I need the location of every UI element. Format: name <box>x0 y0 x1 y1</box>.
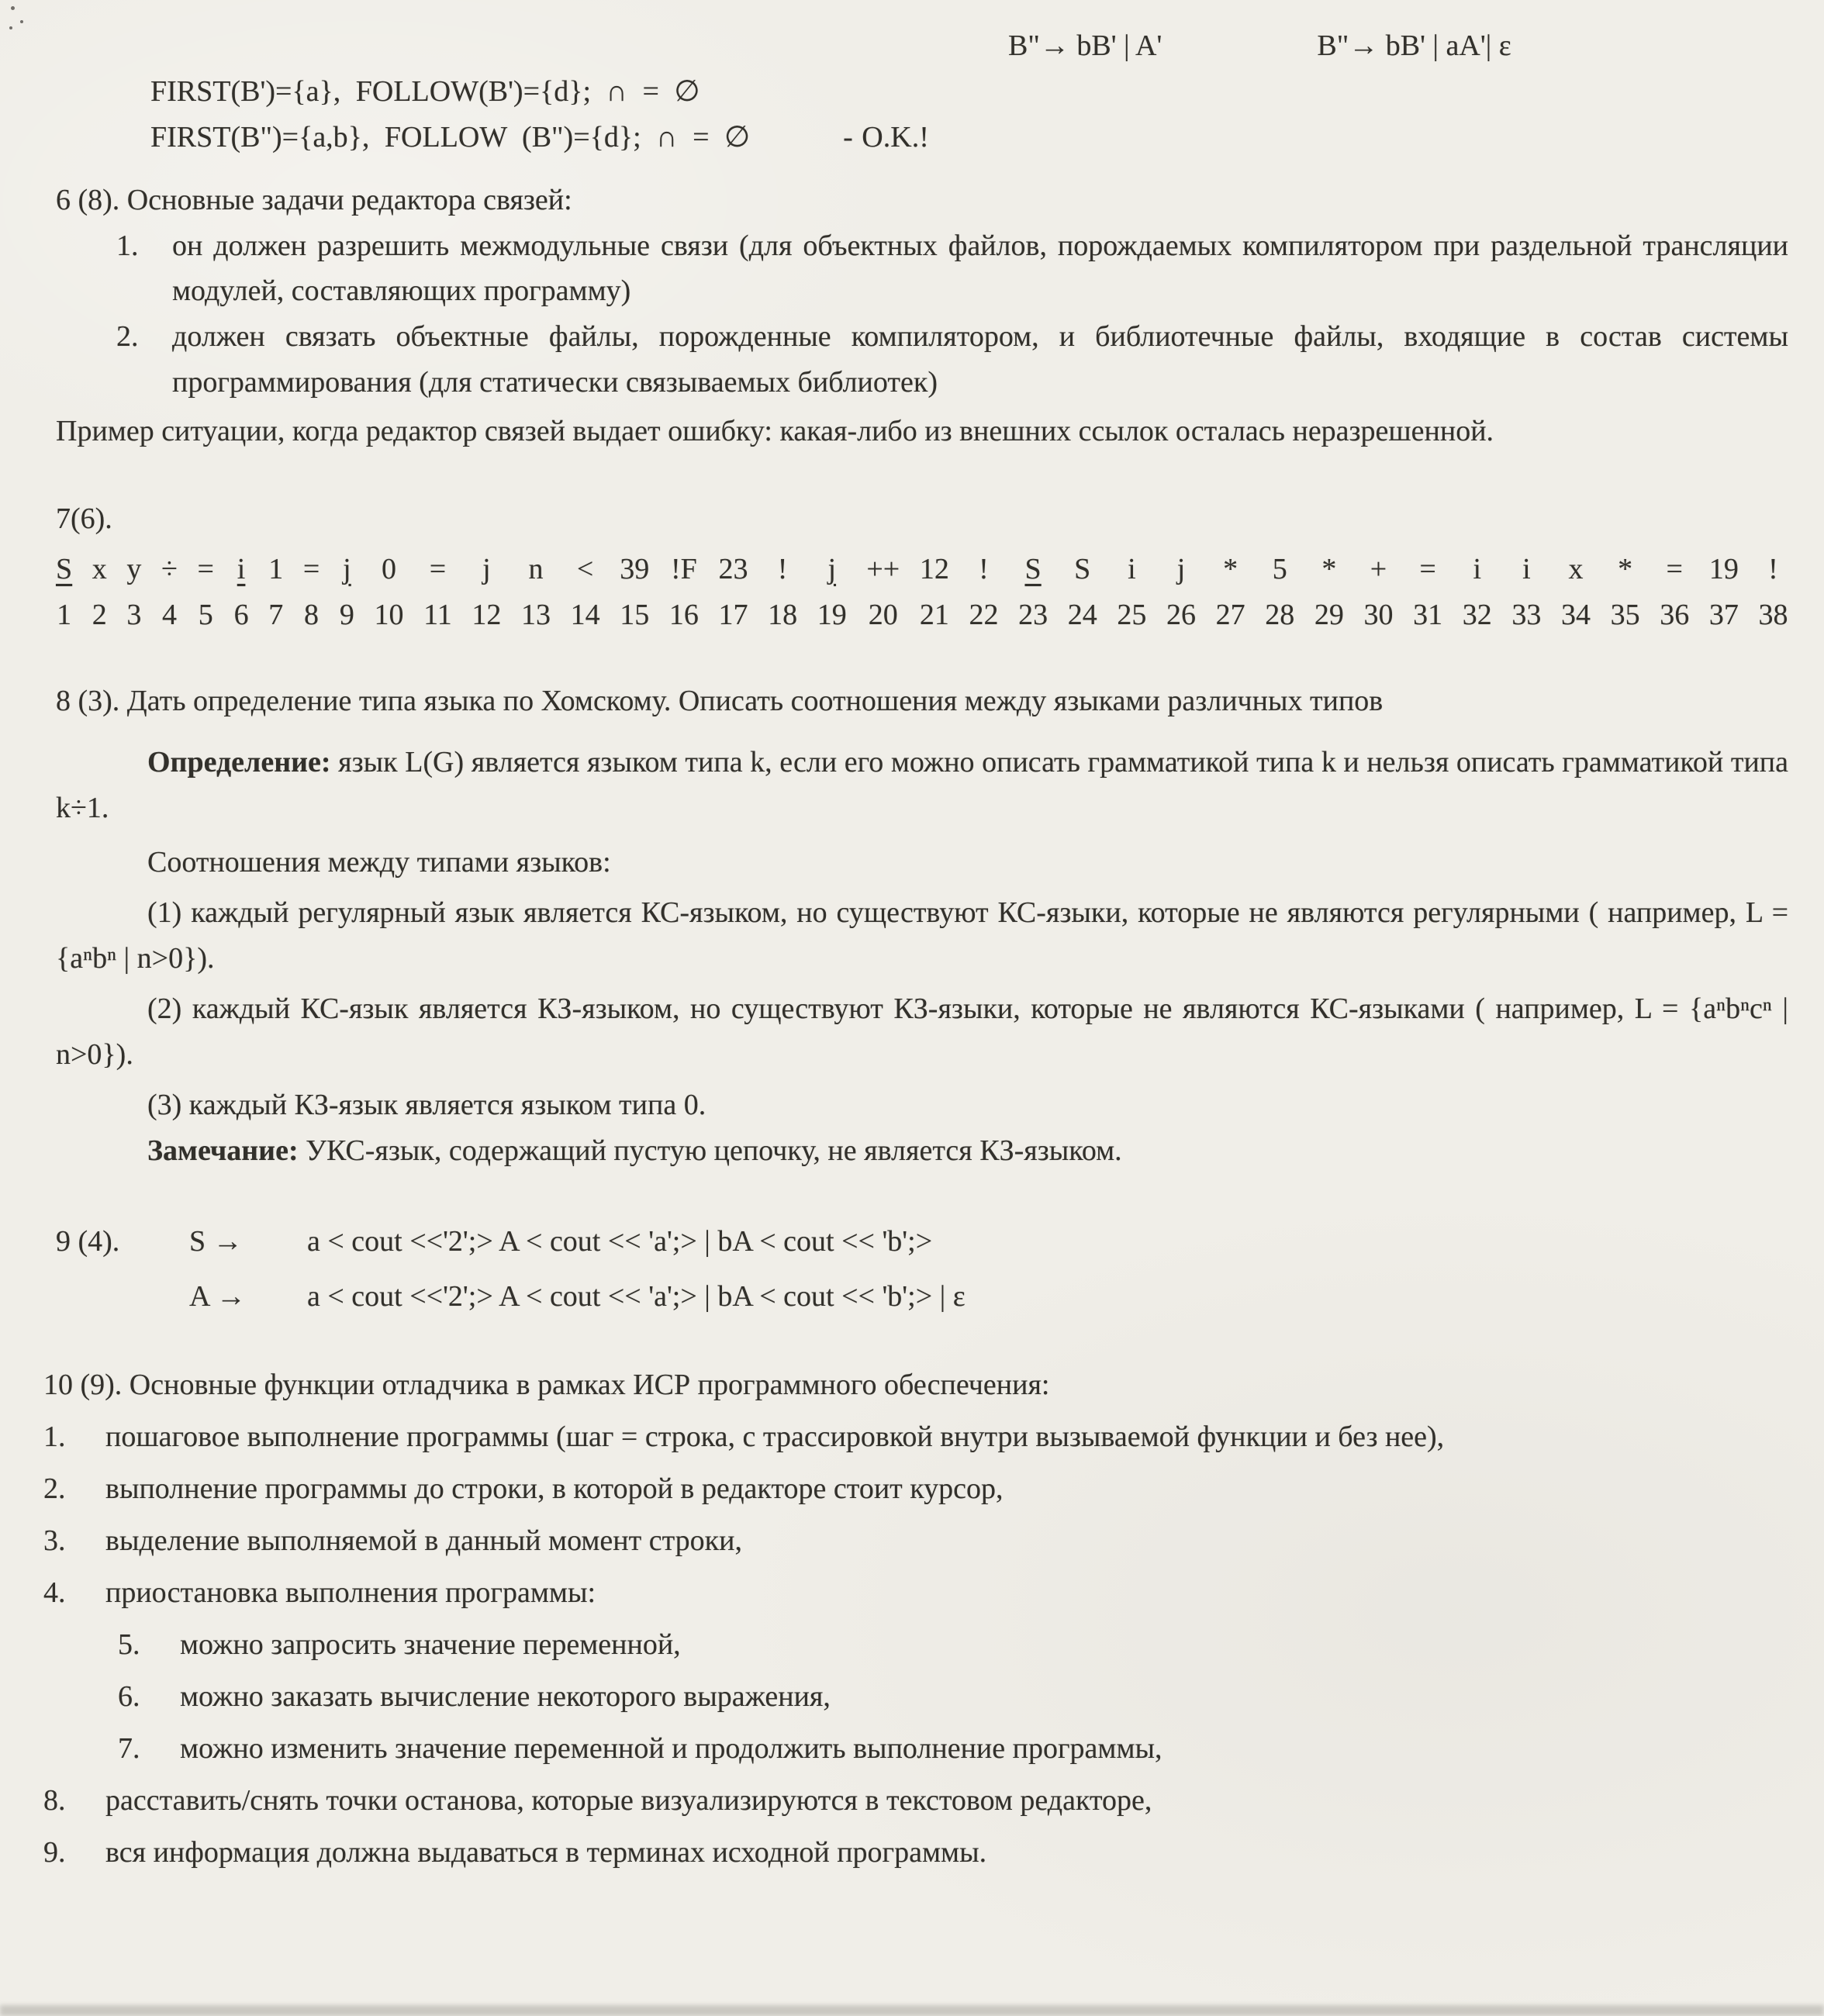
token-position: 16 <box>668 598 699 631</box>
production-lhs: S → <box>189 1224 243 1258</box>
token-position: 11 <box>423 598 452 631</box>
token-position: 31 <box>1413 598 1443 631</box>
scan-speck <box>9 26 12 29</box>
token: = <box>197 552 214 585</box>
token-cell <box>472 547 501 638</box>
token-cell <box>161 547 178 638</box>
section-6-note: Пример ситуации, когда редактор связей выдает ошибку: какая-либо из внешних ссылок осталась неразрешенной. <box>56 415 1494 448</box>
token: ! <box>1768 552 1778 585</box>
section-9-label: 9 (4). <box>56 1224 120 1258</box>
token-position: 12 <box>472 598 502 631</box>
token-cell <box>866 547 900 638</box>
production-lhs: A → <box>189 1279 246 1313</box>
token-position: 38 <box>1758 598 1788 631</box>
definition-paragraph <box>56 740 1788 831</box>
token-cell <box>571 547 600 638</box>
token-position: 29 <box>1314 598 1344 631</box>
list-item-number: 7. <box>118 1731 140 1765</box>
token: j <box>482 552 491 585</box>
token: S <box>1074 552 1091 585</box>
token: = <box>1666 552 1683 585</box>
token-cell <box>198 547 214 638</box>
token-position: 21 <box>919 598 949 631</box>
production-rhs: a < cout <<'2';> A < cout << 'a';> | bA < cout << 'b';> | ε <box>307 1279 966 1313</box>
token-position: 3 <box>126 598 142 631</box>
token-cell <box>1314 547 1344 638</box>
relation-item: (1) каждый регулярный язык является КС-языком, но существуют КС-языки, которые не являются регулярными ( например, L = {aⁿbⁿ | n>0}). <box>56 896 1788 975</box>
token: * <box>1223 552 1238 585</box>
list-item-number: 2. <box>43 1472 66 1506</box>
token-position: 17 <box>718 598 748 631</box>
token-cell <box>1018 547 1048 638</box>
list-item-number: 8. <box>43 1783 66 1817</box>
token-position: 27 <box>1215 598 1245 631</box>
token-cell <box>268 547 283 638</box>
token-position: 24 <box>1067 598 1097 631</box>
list-item-number: 1. <box>43 1421 66 1454</box>
token-position-row <box>56 547 1788 638</box>
list-item-number: 4. <box>43 1576 66 1610</box>
token-position: 20 <box>868 598 898 631</box>
relations-list <box>56 890 1788 1127</box>
section-6-heading: 6 (8). Основные задачи редактора связей: <box>56 183 572 216</box>
list-item <box>118 1622 1788 1668</box>
token-cell <box>1166 547 1196 638</box>
list-item-number: 6. <box>118 1679 140 1713</box>
list-item-text: он должен разрешить межмодульные связи (для объектных файлов, порождаемых компилятором при раздельной трансляции модулей, составляющих программу) <box>172 229 1788 308</box>
list-item-text: выполнение программы до строки, в которой в редакторе стоит курсор, <box>105 1472 1004 1506</box>
section-8-chomsky-types <box>56 678 1788 1174</box>
list-item <box>116 314 1788 406</box>
token: i <box>1128 552 1136 585</box>
token-position: 18 <box>768 598 798 631</box>
token: * <box>1321 552 1337 585</box>
list-item-text: можно заказать вычисление некоторого выражения, <box>180 1679 831 1713</box>
list-item <box>43 1830 1788 1876</box>
token-cell <box>920 547 949 638</box>
list-item <box>118 1726 1788 1772</box>
token-position: 15 <box>620 598 650 631</box>
token-position: 32 <box>1462 598 1492 631</box>
token-position: 14 <box>570 598 600 631</box>
token-cell <box>1265 547 1294 638</box>
token-position: 37 <box>1708 598 1739 631</box>
list-item-text: вся информация должна выдаваться в терминах исходной программы. <box>105 1835 987 1869</box>
token-position: 2 <box>92 598 107 631</box>
token: y <box>126 552 142 585</box>
production-rhs: a < cout <<'2';> A < cout << 'a';> | bA < cout << 'b';> <box>307 1224 933 1258</box>
token-cell <box>669 547 699 638</box>
scan-speck <box>20 20 23 23</box>
list-item-text: можно изменить значение переменной и продолжить выполнение программы, <box>180 1731 1162 1765</box>
token: i <box>1522 552 1531 585</box>
token-cell <box>969 547 998 638</box>
token-position: 4 <box>161 598 177 631</box>
token: x <box>1568 552 1584 585</box>
token-cell <box>303 547 320 638</box>
token-cell <box>1511 547 1541 638</box>
section-9-attributed-grammar <box>56 1219 1788 1320</box>
token-cell <box>1413 547 1442 638</box>
token: i <box>1473 552 1481 585</box>
list-item <box>118 1674 1788 1720</box>
list-item <box>43 1570 1788 1616</box>
token: 5 <box>1272 552 1287 585</box>
token: ! <box>777 552 788 585</box>
token-cell <box>1216 547 1245 638</box>
remark-paragraph <box>56 1128 1788 1174</box>
section-10-list <box>43 1414 1788 1875</box>
section-6-linker-tasks <box>56 178 1788 454</box>
list-item-text: выделение выполняемой в данный момент строки, <box>105 1524 742 1558</box>
first-follow-line-2 <box>150 115 1788 161</box>
token-position: 26 <box>1166 598 1196 631</box>
token: !F <box>670 552 697 585</box>
token: + <box>1370 552 1387 585</box>
token: = <box>429 552 447 585</box>
token-cell <box>1117 547 1146 638</box>
section-7-heading: 7(6). <box>56 502 112 536</box>
relation-item: (3) каждый КЗ-язык является языком типа 0. <box>147 1088 706 1121</box>
token-position: 1 <box>57 598 72 631</box>
token: 1 <box>268 552 284 585</box>
token-position: 35 <box>1610 598 1640 631</box>
token: ! <box>979 552 989 585</box>
token: = <box>1419 552 1436 585</box>
token: S <box>1024 552 1042 585</box>
ok-remark: - O.K.! <box>843 120 929 154</box>
list-item-number: 3. <box>43 1524 66 1558</box>
token-cell <box>1561 547 1591 638</box>
token-position: 9 <box>339 598 354 631</box>
token-cell <box>718 547 748 638</box>
list-item-number: 2. <box>116 320 139 354</box>
definition-text: язык L(G) является языком типа k, если его можно описать грамматикой типа k и нельзя описать грамматикой типа k÷1. <box>56 745 1788 824</box>
definition-label: Определение: <box>147 745 331 778</box>
token-position: 25 <box>1117 598 1147 631</box>
token-position: 10 <box>374 598 404 631</box>
list-item <box>43 1466 1788 1512</box>
list-item-number: 5. <box>118 1628 140 1661</box>
token-position: 33 <box>1511 598 1542 631</box>
token-cell <box>1611 547 1640 638</box>
first-follow-line-1: FIRST(B')={a}, FOLLOW(B')={d}; ∩ = ∅ <box>150 74 700 108</box>
remark-label: Замечание: <box>147 1134 299 1167</box>
section-6-list <box>116 223 1788 406</box>
token-cell <box>1709 547 1739 638</box>
token-cell <box>375 547 404 638</box>
scan-edge-shadow <box>0 2005 1824 2016</box>
token-position: 13 <box>520 598 551 631</box>
list-item <box>116 223 1788 315</box>
token: S <box>56 552 73 585</box>
token-cell <box>92 547 107 638</box>
list-item-text: расставить/снять точки останова, которые визуализируются в текстовом редакторе, <box>105 1783 1152 1817</box>
remark-text: УКС-язык, содержащий пустую цепочку, не является КЗ-языком. <box>298 1134 1122 1167</box>
token-cell <box>1463 547 1492 638</box>
token-cell <box>56 547 72 638</box>
list-item-text: можно запросить значение переменной, <box>180 1628 681 1661</box>
token-cell <box>126 547 141 638</box>
scan-speck <box>11 6 15 10</box>
token-position: 23 <box>1018 598 1048 631</box>
token: ++ <box>866 552 900 585</box>
token-position: 5 <box>198 598 213 631</box>
list-item-text: должен связать объектные файлы, порожденные компилятором, и библиотечные файлы, входящие в состав системы программирования (для статически связываемых библиотек) <box>172 320 1788 399</box>
token: j <box>827 552 836 585</box>
token: * <box>1618 552 1633 585</box>
section-7-parse-trace <box>56 496 1788 638</box>
token-cell <box>1660 547 1689 638</box>
first-follow-text: FIRST(B")={a,b}, FOLLOW (B")={d}; ∩ = ∅ <box>150 120 751 154</box>
list-item <box>43 1778 1788 1824</box>
token-position: 6 <box>233 598 249 631</box>
token-cell <box>817 547 847 638</box>
token-cell <box>1363 547 1393 638</box>
token: 0 <box>382 552 396 585</box>
list-item-number: 1. <box>116 229 139 262</box>
token-position: 36 <box>1660 598 1690 631</box>
token-position: 22 <box>969 598 999 631</box>
token: ÷ <box>161 552 178 585</box>
token-position: 28 <box>1265 598 1295 631</box>
section-8-heading: 8 (3). Дать определение типа языка по Хомскому. Описать соотношения между языками различных типов <box>56 684 1384 717</box>
token-cell <box>234 547 249 638</box>
production-left: B"→ bB' | A' <box>1008 29 1162 62</box>
token-cell <box>340 547 354 638</box>
token: i <box>237 552 246 585</box>
token-cell <box>620 547 649 638</box>
token: x <box>92 552 107 585</box>
token-cell <box>521 547 551 638</box>
token: 12 <box>919 552 949 585</box>
list-item-text: приостановка выполнения программы: <box>105 1576 596 1610</box>
token: 19 <box>1708 552 1739 585</box>
section-10-debugger-functions <box>43 1362 1788 1875</box>
token-cell <box>1758 547 1788 638</box>
token-cell <box>768 547 797 638</box>
relation-item: (2) каждый КС-язык является КЗ-языком, но существуют КЗ-языки, которые не являются КС-языками ( например, L = {aⁿbⁿcⁿ | n>0}). <box>56 992 1788 1072</box>
token: < <box>576 552 594 585</box>
grammar-productions-row <box>1008 23 1788 69</box>
spacer <box>56 1274 189 1320</box>
production-right: B"→ bB' | aA'| ε <box>1317 29 1511 62</box>
token-position: 7 <box>268 598 284 631</box>
list-item <box>43 1414 1788 1460</box>
token: j <box>1176 552 1186 585</box>
token: 23 <box>718 552 748 585</box>
token-cell <box>423 547 452 638</box>
list-item-text: пошаговое выполнение программы (шаг = строка, с трассировкой внутри вызываемой функции и без нее), <box>105 1421 1445 1454</box>
token-position: 34 <box>1560 598 1591 631</box>
section-10-heading: 10 (9). Основные функции отладчика в рамках ИСР программного обеспечения: <box>43 1369 1050 1402</box>
token: 39 <box>620 552 650 585</box>
token: j <box>343 552 351 585</box>
token-position: 19 <box>817 598 847 631</box>
token: = <box>302 552 320 585</box>
relations-heading: Соотношения между типами языков: <box>147 846 611 879</box>
token-cell <box>1068 547 1097 638</box>
token-position: 30 <box>1363 598 1394 631</box>
token: n <box>528 552 544 585</box>
list-item <box>43 1518 1788 1564</box>
token-position: 8 <box>304 598 320 631</box>
list-item-number: 9. <box>43 1835 66 1869</box>
